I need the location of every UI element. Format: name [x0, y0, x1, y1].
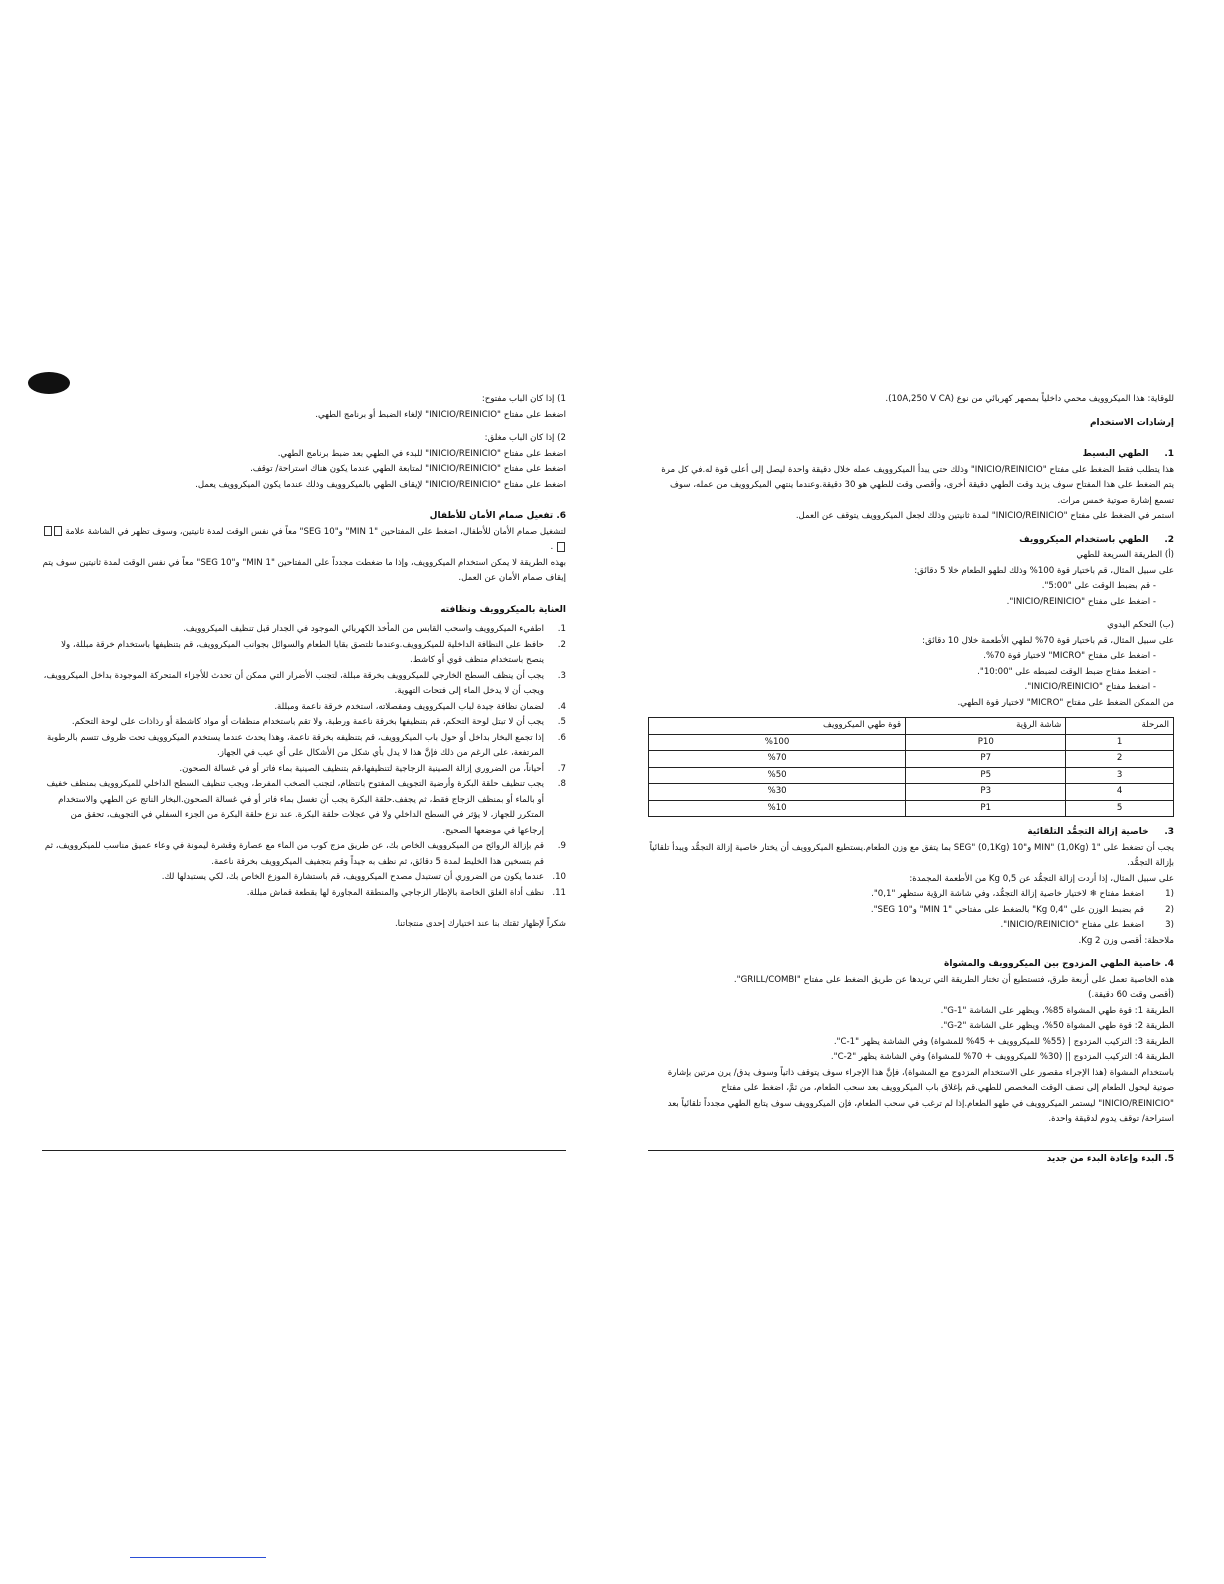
table-cell: %10: [649, 800, 906, 817]
door-open-line: اضغط على مفتاح "INICIO/REINICIO" لإلغاء الضبط أو برنامج الطهي.: [315, 409, 566, 420]
table-cell: %30: [649, 784, 906, 801]
defrost-body: يجب أن تضغط على "1 MIN" (1,0Kg) و"10 SEG" (0,1Kg) بما يتفق مع وزن الطعام.يستطيع الميكروويف أن يختار خاصية إزالة التجمُّد ويبدأ تلقائياً بإزالة التجمُّد.: [649, 842, 1174, 868]
table-cell: P7: [906, 751, 1066, 768]
care-item: 9. قم بإزالة الروائح من الميكروويف الخاص بك، عن طريق مزج كوب من الماء مع عصارة وقشرة ليمونة في وعاء عميق مناسب للميكروويف، ثم قم بتسخين هذا الخليط لمدة 5 دقائق، ثم نظف به جيداً وقم بتجفيف الميكروويف بخرقة ناعمة.: [44, 841, 566, 867]
quick-method-intro: على سبيل المثال، قم باختيار قوة 100% وذلك لطهو الطعام خلا 5 دقائق:: [914, 565, 1174, 576]
right-divider: [648, 1150, 1174, 1151]
simple-cooking-body: هذا يتطلب فقط الضغط على مفتاح "INICIO/REINICIO" وذلك حتى يبدأ الميكروويف عمله خلال دقيقة واحدة ليصل إلى أعلى قوة له.في كل مرة يتم الضغط على هذا المفتاح سوف يزيد وقت الطهي دقيقة أخرى، وأقصى وقت للطهي هو 30 دقيقة.وعندما ينتهي الميكروويف من عمله، سوف تسمع إشارة صوتية خمس مرات.: [661, 464, 1174, 506]
combi-method: الطريقة 3: التركيب المزدوج | (55% للميكروويف + 45% للمشواة) وفي الشاشة يظهر "C-1".: [833, 1036, 1174, 1047]
table-cell: P5: [906, 767, 1066, 784]
combi-method: الطريقة 4: التركيب المزدوج || (30% للميكروويف + 70% للمشواة) وفي الشاشة يظهر "C-2".: [830, 1052, 1174, 1062]
table-cell: P1: [906, 800, 1066, 817]
door-open-title: 1) إذا كان الباب مفتوح:: [481, 394, 566, 404]
child-lock-line2: بهذه الطريقة لا يمكن استخدام الميكروويف، وإذا ما ضغطت مجدداً على المفتاحين "1 MIN" و"10 SEG" معاً في نفس الوقت لمدة ثانيتين سوف يتم إيقاف صمام الأمان عن العمل.: [42, 557, 566, 583]
manual-control-intro: على سبيل المثال، قم باختيار قوة 70% لطهي الأطعمة خلال 10 دقائق:: [922, 635, 1174, 646]
defrost-step: (1 اضغط مفتاح ❄ لاختيار خاصية إزالة التجمُّد، وفي شاشة الرؤية ستظهر "0,1".: [871, 889, 1174, 899]
table-cell: 3: [1066, 767, 1174, 784]
table-header-cell: شاشة الرؤية: [906, 718, 1066, 735]
table-cell: P10: [906, 734, 1066, 751]
table-row: [649, 767, 1174, 784]
defrost-example: على سبيل المثال، إذا أردت إزالة التجمُّد عن 0,5 Kg من الأطعمة المجمدة:: [909, 873, 1174, 884]
care-item: 5. يجب أن لا تبتل لوحة التحكم، قم بتنظيفها بخرقة ناعمة ورطبة، ولا تقم باستخدام منظفات أو مواد كاشطة أو رذاذات على لوحة التحكم.: [71, 717, 566, 727]
table-header-cell: المرحلة: [1066, 718, 1174, 735]
simple-cooking-heading: 1. الطهي البسيط: [1082, 449, 1174, 459]
care-item: 2. حافظ على النظافة الداخلية للميكروويف.وعندما تلتصق بقايا الطعام والسوائل بجوانب الميكروويف، قم بتنظيفها باستخدام خرقة مبللة، ولا ينصح باستخدام منظف قوي أو كاشط.: [61, 639, 566, 665]
table-header-cell: قوة طهي الميكروويف: [649, 718, 906, 735]
child-lock-heading: 6. تفعيل صمام الأمان للأطفال: [429, 511, 566, 521]
defrost-heading: 3. خاصية إزالة التجمُّد التلقائية: [1027, 827, 1174, 837]
bottom-link-underline: [130, 1557, 266, 1558]
table-cell: 2: [1066, 751, 1174, 768]
care-item: 1. اطفيء الميكروويف واسحب القابس من المأخذ الكهربائي الموجود في الجدار قبل تنظيف الميكروويف.: [183, 624, 566, 634]
combi-note: باستخدام المشواة (هذا الإجراء مقصور على الاستخدام المزدوج مع المشواة)، فإنَّ هذا الإجراء سوف يتوقف ذاتياً وسوف يدق/ يرن مرتين بإشارة صوتية ليحول الطعام إلى نصف الوقت المخصص للطهي.قم بإغلاق باب الميكروويف بعد سحب الطعام، من ثمَّ، اضغط على مفتاح "INICIO/REINICIO" ليستمر الميكروويف في طهو الطعام.إذا لم ترغب في سحب الطعام، فإن الميكروويف سوف يتابع الطهي مجدداً تلقائياً بعد استراحة/ توقف يدوم لدقيقة واحدة.: [667, 1067, 1174, 1124]
protection-note: للوقاية: هذا الميكروويف محمي داخلياً بمصهر كهربائي من نوع (10A,250 V CA).: [885, 394, 1174, 404]
child-lock-line1: لتشغيل صمام الأمان للأطفال، اضغط على المفتاحين "1 MIN" و"10 SEG" معاً في نفس الوقت لمدة ثانيتين، وسوف تظهر في الشاشة علامة .: [42, 525, 566, 556]
quick-step: - اضغط على مفتاح "INICIO/REINICIO".: [1006, 596, 1156, 607]
defrost-step: (2 قم بضبط الوزن على "0,4 Kg" بالضغط على مفتاحي "1 MIN" و"10 SEG".: [870, 904, 1174, 915]
manual-control-title: (ب) التحكم اليدوي: [1107, 620, 1174, 630]
table-cell: %50: [649, 767, 906, 784]
simple-cooking-note: استمر في الضغط على مفتاح "INICIO/REINICIO" لمدة ثانيتين وذلك لجعل الميكروويف يتوقف عن العمل.: [795, 511, 1174, 521]
table-row: [649, 734, 1174, 751]
care-item: 6. إذا تجمع البخار بداخل أو حول باب الميكروويف، قم بتنظيفه بخرقة ناعمة، وهذا يحدث عندما يستخدم الميكروويف تحت ظروف تتسم بالرطوبة المرتفعة، على الرغم من ذلك فإنَّ هذا لا يدل بأي شكل من الأشكال على أي عيب في الجهاز.: [47, 732, 566, 758]
combi-method: الطريقة 1: قوة طهي المشواة 85%، ويظهر على الشاشة "G-1".: [940, 1005, 1174, 1016]
combi-heading: 4. خاصية الطهي المزدوج بين الميكروويف والمشواة: [944, 959, 1174, 969]
table-row: [649, 784, 1174, 801]
care-item: 4. لضمان نظافة جيدة لباب الميكروويف ومفصلاته، استخدم خرقة ناعمة ومبللة.: [274, 701, 566, 712]
care-heading: العناية بالميكروويف ونظافته: [440, 604, 566, 615]
care-item: 7. أحياناً، من الضروري إزالة الصينية الزجاجية لتنظيفها،قم بتنظيف الصينية بماء فاتر أو في غسالة الصحون.: [179, 763, 566, 774]
manual-step: - اضغط على مفتاح "MICRO" لاختيار قوة 70%.: [983, 651, 1156, 661]
door-closed-line: اضغط على مفتاح "INICIO/REINICIO" للبدء في الطهي بعد ضبط برنامج الطهي.: [277, 448, 566, 459]
page-marker-dot: [28, 372, 70, 394]
manual-step: - اضغط مفتاح ضبط الوقت لضبطه على "10:00".: [977, 666, 1156, 677]
table-header-row: [649, 718, 1174, 735]
care-item: 10. عندما يكون من الضروري أن تستبدل مصدح الميكروويف، قم باستشارة الموزع الخاص بك، لكي يستبدلها لك.: [161, 872, 566, 882]
microwave-cooking-heading: 2. الطهي باستخدام الميكروويف: [1019, 534, 1174, 545]
manual-control-note: من الممكن الضغط على مفتاح "MICRO" لاختيار قوة الطهي.: [957, 697, 1174, 708]
left-divider: [42, 1150, 566, 1151]
door-closed-title: 2) إذا كان الباب مغلق:: [484, 433, 566, 443]
combi-intro: هذه الخاصية تعمل على أربعة طرق، فتستطيع أن تختار الطريقة التي تريدها عن طريق الضغط على مفتاح "GRILL/COMBI".: [733, 974, 1174, 985]
table-cell: 4: [1066, 784, 1174, 801]
table-cell: P3: [906, 784, 1066, 801]
table-cell: 1: [1066, 734, 1174, 751]
door-closed-line: اضغط على مفتاح "INICIO/REINICIO" لإيقاف الطهي بالميكروويف وذلك عندما يكون الميكروويف يعمل.: [195, 479, 566, 490]
thanks-note: شكراً لإظهار ثقتك بنا عند اختيارك إحدى منتجاتنا.: [394, 919, 566, 929]
table-cell: 5: [1066, 800, 1174, 817]
instructions-heading: إرشادات الاستخدام: [1089, 417, 1174, 428]
combi-max-time: (أقصى وقت 60 دقيقة.): [1088, 990, 1174, 1000]
right-column: [648, 392, 1174, 1167]
care-item: 8. يجب تنظيف حلقة البكرة وأرضية التجويف المفتوح بانتظام، لتجنب الصخب المفرط، ويجب تنظيف السطح الداخلي للميكروويف بمنظف خفيف أو بالماء أو بمنظف الزجاج فقط، ثم يجفف.حلقة البكرة يجب أن تغسل بماء فاتر أو في غسالة الصحون.البخار الناتج عن الطهي والاستخدام المتكرر للجهاز، لا يؤثر في السطح الداخلي ولا في عجلات حلقة البكرة. عند نزع حلقة البكرة من الجزء السفلي في التجويف، تحقق من إرجاعها في موضعها الصحيح.: [46, 779, 566, 836]
care-item: 3. يجب أن ينظف السطح الخارجي للميكروويف بخرقة مبللة، لتجنب الأضرار التي ممكن أن تحدث للأجزاء المتحركة الموجودة بداخل الميكروويف، ويجب أن لا يدخل الماء إلى فتحات التهوية.: [43, 670, 566, 696]
table-cell: %70: [649, 751, 906, 768]
defrost-step: (3 اضغط على مفتاح "INICIO/REINICIO".: [1000, 920, 1174, 930]
power-levels-table: [648, 717, 1174, 817]
quick-step: - قم بضبط الوقت على "5:00".: [1041, 581, 1156, 591]
left-column: [42, 392, 566, 933]
combi-method: الطريقة 2: قوة طهي المشواة 50%، ويظهر على الشاشة "G-2".: [940, 1021, 1174, 1031]
table-cell: %100: [649, 734, 906, 751]
quick-method-title: (أ) الطريقة السريعة للطهي: [1076, 550, 1174, 560]
door-closed-line: اضغط على مفتاح "INICIO/REINICIO" لمتابعة الطهي عندما يكون هناك استراحة/ توقف.: [250, 464, 566, 474]
table-row: [649, 751, 1174, 768]
table-row: [649, 800, 1174, 817]
manual-step: - اضغط مفتاح "INICIO/REINICIO".: [1024, 682, 1156, 692]
defrost-note: ملاحظة: أقصى وزن 2 Kg.: [1078, 935, 1174, 946]
restart-heading: 5. البدء وإعادة البدء من جديد: [1046, 1153, 1174, 1164]
care-item: 11. نظف أداة الغلق الخاصة بالإطار الزجاجي والمنطقة المجاورة لها بقطعة قماش مبللة.: [246, 887, 566, 898]
